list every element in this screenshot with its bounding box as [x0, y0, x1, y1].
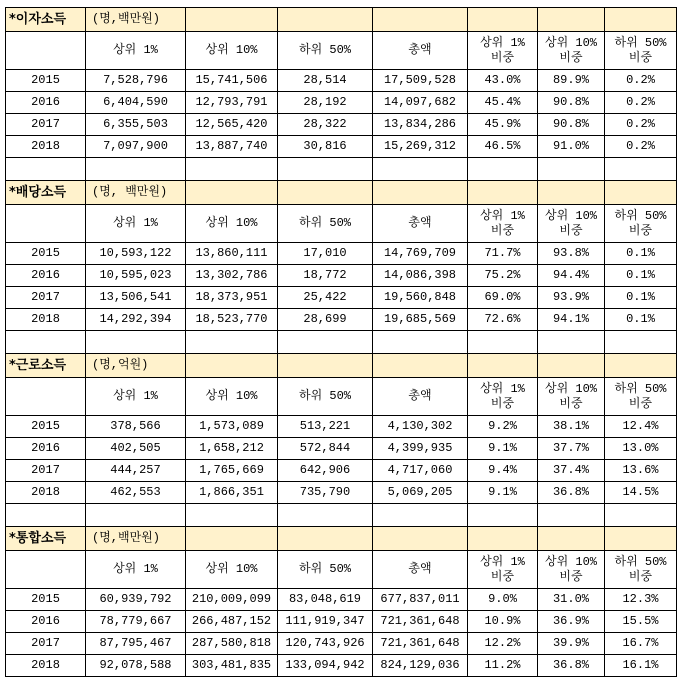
bottom50-share-value: 0.1% [605, 287, 677, 309]
section-title-row [6, 181, 677, 205]
data-row [6, 589, 677, 611]
data-row [6, 114, 677, 136]
header-line: 상위 10% [545, 554, 597, 569]
bottom50-share-value: 0.2% [605, 136, 677, 158]
header-top10: 상위 10% [186, 32, 278, 70]
empty-cell [468, 158, 538, 181]
title-fill-cell [186, 354, 278, 378]
header-line: 비중 [628, 223, 653, 238]
bottom50-value: 28,322 [278, 114, 373, 136]
empty-cell [186, 158, 278, 181]
empty-cell [538, 504, 605, 527]
bottom50-share-value: 0.2% [605, 92, 677, 114]
total-value: 4,130,302 [373, 416, 468, 438]
header-line: 하위 50% [614, 35, 667, 50]
top1-value: 6,355,503 [86, 114, 186, 136]
bottom50-share-value: 13.6% [605, 460, 677, 482]
year-cell: 2016 [6, 611, 86, 633]
bottom50-share-value: 0.1% [605, 243, 677, 265]
top1-share-value: 9.1% [468, 438, 538, 460]
bottom50-value: 28,514 [278, 70, 373, 92]
header-bottom50-share [605, 32, 677, 70]
top10-value: 1,658,212 [186, 438, 278, 460]
data-row [6, 136, 677, 158]
total-value: 14,097,682 [373, 92, 468, 114]
title-fill-cell [538, 8, 605, 32]
top10-value: 13,860,111 [186, 243, 278, 265]
top1-share-value: 9.4% [468, 460, 538, 482]
header-line: 비중 [490, 396, 515, 411]
top10-share-value: 89.9% [538, 70, 605, 92]
top10-share-value: 36.9% [538, 611, 605, 633]
top1-value: 7,528,796 [86, 70, 186, 92]
data-row [6, 70, 677, 92]
total-value: 13,834,286 [373, 114, 468, 136]
title-fill-cell [468, 8, 538, 32]
header-line: 비중 [490, 50, 515, 65]
bottom50-value: 28,699 [278, 309, 373, 331]
empty-cell [468, 504, 538, 527]
header-line: 상위 10% [545, 381, 597, 396]
bottom50-share-value: 16.7% [605, 633, 677, 655]
header-top1-share [468, 205, 538, 243]
data-row [6, 287, 677, 309]
top1-value: 10,593,122 [86, 243, 186, 265]
header-bottom50: 하위 50% [278, 551, 373, 589]
header-total: 총액 [373, 551, 468, 589]
top10-value: 266,487,152 [186, 611, 278, 633]
bottom50-value: 111,919,347 [278, 611, 373, 633]
title-fill-cell [468, 354, 538, 378]
bottom50-value: 25,422 [278, 287, 373, 309]
top10-share-value: 94.4% [538, 265, 605, 287]
year-cell: 2018 [6, 136, 86, 158]
bottom50-value: 133,094,942 [278, 655, 373, 677]
data-row [6, 460, 677, 482]
empty-cell [373, 331, 468, 354]
empty-cell [605, 158, 677, 181]
top10-value: 1,765,669 [186, 460, 278, 482]
total-value: 14,086,398 [373, 265, 468, 287]
top10-value: 12,793,791 [186, 92, 278, 114]
header-line: 상위 1% [480, 35, 525, 50]
top1-value: 87,795,467 [86, 633, 186, 655]
top10-share-value: 93.9% [538, 287, 605, 309]
title-fill-cell [605, 354, 677, 378]
bottom50-share-value: 0.1% [605, 265, 677, 287]
top10-share-value: 39.9% [538, 633, 605, 655]
spacer-row [6, 504, 677, 527]
data-row [6, 243, 677, 265]
top1-share-value: 9.0% [468, 589, 538, 611]
top10-share-value: 36.8% [538, 655, 605, 677]
top1-share-value: 71.7% [468, 243, 538, 265]
data-row [6, 655, 677, 677]
total-value: 824,129,036 [373, 655, 468, 677]
header-line: 비중 [628, 396, 653, 411]
total-value: 4,717,060 [373, 460, 468, 482]
header-bottom50: 하위 50% [278, 32, 373, 70]
header-top10-share [538, 378, 605, 416]
empty-cell [538, 331, 605, 354]
top10-share-value: 91.0% [538, 136, 605, 158]
top10-share-value: 93.8% [538, 243, 605, 265]
title-fill-cell [373, 354, 468, 378]
header-line: 하위 50% [614, 208, 667, 223]
top1-share-value: 9.1% [468, 482, 538, 504]
header-line: 상위 1% [480, 554, 525, 569]
header-line: 비중 [559, 396, 583, 411]
top10-value: 210,009,099 [186, 589, 278, 611]
section-title: *이자소득 [6, 8, 86, 32]
top1-share-value: 46.5% [468, 136, 538, 158]
total-value: 19,560,848 [373, 287, 468, 309]
title-fill-cell [186, 181, 278, 205]
header-line: 상위 1% [480, 381, 525, 396]
year-cell: 2015 [6, 70, 86, 92]
empty-cell [86, 158, 186, 181]
header-top1-share [468, 32, 538, 70]
data-row [6, 416, 677, 438]
total-value: 14,769,709 [373, 243, 468, 265]
title-fill-cell [468, 527, 538, 551]
header-top10: 상위 10% [186, 205, 278, 243]
bottom50-share-value: 0.2% [605, 70, 677, 92]
top1-share-value: 45.4% [468, 92, 538, 114]
header-line: 상위 10% [545, 208, 597, 223]
title-fill-cell [468, 181, 538, 205]
total-value: 721,361,648 [373, 633, 468, 655]
header-line: 비중 [559, 50, 583, 65]
header-total: 총액 [373, 32, 468, 70]
section-title: *배당소득 [6, 181, 86, 205]
top10-share-value: 90.8% [538, 114, 605, 136]
top10-value: 15,741,506 [186, 70, 278, 92]
year-cell: 2017 [6, 287, 86, 309]
top1-share-value: 45.9% [468, 114, 538, 136]
empty-cell [468, 331, 538, 354]
header-total: 총액 [373, 205, 468, 243]
data-row [6, 92, 677, 114]
total-value: 5,069,205 [373, 482, 468, 504]
top10-share-value: 38.1% [538, 416, 605, 438]
bottom50-value: 17,010 [278, 243, 373, 265]
year-cell: 2018 [6, 482, 86, 504]
bottom50-share-value: 12.3% [605, 589, 677, 611]
empty-cell [86, 331, 186, 354]
bottom50-share-value: 12.4% [605, 416, 677, 438]
top1-share-value: 10.9% [468, 611, 538, 633]
empty-cell [373, 158, 468, 181]
empty-cell [6, 158, 86, 181]
top1-value: 402,505 [86, 438, 186, 460]
total-value: 17,509,528 [373, 70, 468, 92]
data-row [6, 482, 677, 504]
header-top10-share [538, 551, 605, 589]
bottom50-share-value: 14.5% [605, 482, 677, 504]
title-fill-cell [278, 8, 373, 32]
unit-label: (명,백만원) [86, 527, 186, 551]
year-cell: 2016 [6, 92, 86, 114]
bottom50-value: 18,772 [278, 265, 373, 287]
header-line: 상위 10% [545, 35, 597, 50]
header-line: 비중 [490, 569, 515, 584]
header-year-cell [6, 378, 86, 416]
header-top1: 상위 1% [86, 551, 186, 589]
top1-share-value: 69.0% [468, 287, 538, 309]
top1-value: 7,097,900 [86, 136, 186, 158]
header-line: 비중 [559, 569, 583, 584]
top1-value: 78,779,667 [86, 611, 186, 633]
empty-cell [186, 504, 278, 527]
year-cell: 2016 [6, 265, 86, 287]
data-row [6, 265, 677, 287]
section-title: *통합소득 [6, 527, 86, 551]
top1-value: 378,566 [86, 416, 186, 438]
top10-share-value: 37.7% [538, 438, 605, 460]
title-fill-cell [538, 354, 605, 378]
top10-value: 13,887,740 [186, 136, 278, 158]
section-title-row [6, 8, 677, 32]
bottom50-share-value: 0.1% [605, 309, 677, 331]
header-bottom50-share [605, 205, 677, 243]
title-fill-cell [278, 527, 373, 551]
year-cell: 2018 [6, 655, 86, 677]
empty-cell [6, 331, 86, 354]
top10-share-value: 90.8% [538, 92, 605, 114]
data-row [6, 633, 677, 655]
bottom50-value: 735,790 [278, 482, 373, 504]
top1-value: 13,506,541 [86, 287, 186, 309]
title-fill-cell [605, 8, 677, 32]
data-row [6, 611, 677, 633]
top10-value: 287,580,818 [186, 633, 278, 655]
header-year-cell [6, 205, 86, 243]
column-header-row [6, 32, 677, 70]
header-top1-share [468, 551, 538, 589]
bottom50-share-value: 16.1% [605, 655, 677, 677]
title-fill-cell [278, 181, 373, 205]
top10-share-value: 36.8% [538, 482, 605, 504]
header-top1-share [468, 378, 538, 416]
empty-cell [538, 158, 605, 181]
top10-share-value: 37.4% [538, 460, 605, 482]
top1-value: 60,939,792 [86, 589, 186, 611]
title-fill-cell [538, 527, 605, 551]
bottom50-value: 28,192 [278, 92, 373, 114]
header-line: 비중 [628, 50, 653, 65]
unit-label: (명,백만원) [86, 8, 186, 32]
title-fill-cell [605, 527, 677, 551]
data-row [6, 438, 677, 460]
income-distribution-table [5, 7, 677, 677]
top10-value: 1,866,351 [186, 482, 278, 504]
top1-value: 92,078,588 [86, 655, 186, 677]
top1-share-value: 12.2% [468, 633, 538, 655]
empty-cell [605, 504, 677, 527]
year-cell: 2015 [6, 416, 86, 438]
empty-cell [278, 158, 373, 181]
unit-label: (명,억원) [86, 354, 186, 378]
total-value: 19,685,569 [373, 309, 468, 331]
total-value: 4,399,935 [373, 438, 468, 460]
header-top1: 상위 1% [86, 378, 186, 416]
empty-cell [278, 504, 373, 527]
year-cell: 2018 [6, 309, 86, 331]
empty-cell [86, 504, 186, 527]
header-line: 비중 [628, 569, 653, 584]
header-year-cell [6, 551, 86, 589]
header-top10: 상위 10% [186, 551, 278, 589]
header-line: 하위 50% [614, 381, 667, 396]
header-bottom50: 하위 50% [278, 378, 373, 416]
year-cell: 2017 [6, 114, 86, 136]
bottom50-share-value: 15.5% [605, 611, 677, 633]
spacer-row [6, 158, 677, 181]
top10-value: 13,302,786 [186, 265, 278, 287]
top1-share-value: 9.2% [468, 416, 538, 438]
header-line: 상위 1% [480, 208, 525, 223]
total-value: 677,837,011 [373, 589, 468, 611]
section-title-row [6, 527, 677, 551]
top10-value: 303,481,835 [186, 655, 278, 677]
header-year-cell [6, 32, 86, 70]
section-title: *근로소득 [6, 354, 86, 378]
title-fill-cell [278, 354, 373, 378]
column-header-row [6, 378, 677, 416]
header-top10: 상위 10% [186, 378, 278, 416]
year-cell: 2015 [6, 243, 86, 265]
top10-value: 18,523,770 [186, 309, 278, 331]
top1-share-value: 72.6% [468, 309, 538, 331]
unit-label: (명, 백만원) [86, 181, 186, 205]
title-fill-cell [186, 8, 278, 32]
column-header-row [6, 205, 677, 243]
top1-value: 6,404,590 [86, 92, 186, 114]
top1-share-value: 43.0% [468, 70, 538, 92]
header-bottom50-share [605, 551, 677, 589]
section-title-row [6, 354, 677, 378]
bottom50-value: 642,906 [278, 460, 373, 482]
header-top10-share [538, 205, 605, 243]
top1-value: 462,553 [86, 482, 186, 504]
top1-share-value: 11.2% [468, 655, 538, 677]
bottom50-value: 572,844 [278, 438, 373, 460]
spacer-row [6, 331, 677, 354]
year-cell: 2017 [6, 633, 86, 655]
header-top1: 상위 1% [86, 205, 186, 243]
data-row [6, 309, 677, 331]
empty-cell [6, 504, 86, 527]
header-line: 비중 [490, 223, 515, 238]
top1-share-value: 75.2% [468, 265, 538, 287]
bottom50-share-value: 13.0% [605, 438, 677, 460]
bottom50-value: 83,048,619 [278, 589, 373, 611]
header-line: 비중 [559, 223, 583, 238]
year-cell: 2017 [6, 460, 86, 482]
top10-share-value: 94.1% [538, 309, 605, 331]
top1-value: 14,292,394 [86, 309, 186, 331]
header-top10-share [538, 32, 605, 70]
top1-value: 444,257 [86, 460, 186, 482]
title-fill-cell [373, 527, 468, 551]
top10-value: 12,565,420 [186, 114, 278, 136]
total-value: 15,269,312 [373, 136, 468, 158]
column-header-row [6, 551, 677, 589]
title-fill-cell [605, 181, 677, 205]
bottom50-value: 513,221 [278, 416, 373, 438]
empty-cell [605, 331, 677, 354]
top1-value: 10,595,023 [86, 265, 186, 287]
title-fill-cell [186, 527, 278, 551]
bottom50-value: 30,816 [278, 136, 373, 158]
header-bottom50: 하위 50% [278, 205, 373, 243]
title-fill-cell [373, 8, 468, 32]
empty-cell [278, 331, 373, 354]
header-line: 하위 50% [614, 554, 667, 569]
empty-cell [373, 504, 468, 527]
title-fill-cell [538, 181, 605, 205]
year-cell: 2015 [6, 589, 86, 611]
header-total: 총액 [373, 378, 468, 416]
header-top1: 상위 1% [86, 32, 186, 70]
top10-value: 1,573,089 [186, 416, 278, 438]
top10-share-value: 31.0% [538, 589, 605, 611]
total-value: 721,361,648 [373, 611, 468, 633]
bottom50-share-value: 0.2% [605, 114, 677, 136]
header-bottom50-share [605, 378, 677, 416]
top10-value: 18,373,951 [186, 287, 278, 309]
empty-cell [186, 331, 278, 354]
bottom50-value: 120,743,926 [278, 633, 373, 655]
year-cell: 2016 [6, 438, 86, 460]
title-fill-cell [373, 181, 468, 205]
